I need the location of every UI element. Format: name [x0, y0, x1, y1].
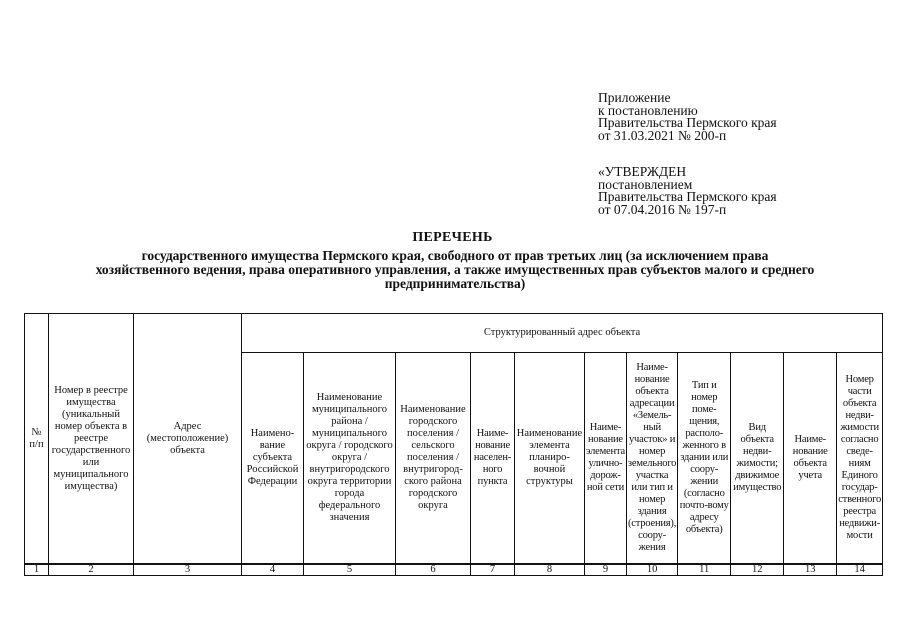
header-cell-col14: Номер части объекта недви-жимости согласно сведе-ниям Единого государ-ственного реестра недвижи-мости: [837, 353, 883, 565]
header-cell-col7: Наиме-нование населен-ного пункта: [471, 353, 515, 565]
appendix-line: Правительства Пермского края: [598, 115, 777, 130]
header-cell-col4: Наимено-вание субъекта Российской Федерации: [242, 353, 304, 565]
approval-line: Правительства Пермского края: [598, 189, 777, 204]
column-number: 7: [471, 564, 515, 576]
header-cell-col1: № п/п: [25, 314, 49, 565]
column-number: 4: [242, 564, 304, 576]
column-number: 9: [585, 564, 627, 576]
header-cell-col2: Номер в реестре имущества (уникальный номер объекта в реестре государственного или муниципального имущества): [49, 314, 134, 565]
header-cell-col10: Наиме-нование объекта адресации «Земель-ный участок» и номер земельного участка или тип и номер здания (строения), соору-жения: [626, 353, 677, 565]
header-cell-col11: Тип и номер поме-щения, располо-женного в здании или соору-жении (согласно почто-вому адресу объекта): [678, 353, 731, 565]
appendix-line: от 31.03.2021 № 200-п: [598, 127, 727, 143]
column-number: 5: [304, 564, 396, 576]
column-number: 11: [678, 564, 731, 576]
appendix-line: Приложение: [598, 90, 671, 105]
header-cell-col9: Наиме-нование элемента улично-дорож-ной сети: [585, 353, 627, 565]
column-number: 10: [626, 564, 677, 576]
header-group-address: Структурированный адрес объекта: [242, 314, 883, 353]
column-number: 1: [25, 564, 49, 576]
header-cell-col6: Наименование городского поселения / сельского поселения / внутригород-ского района городского округа: [396, 353, 471, 565]
approval-line: от 07.04.2016 № 197-п: [598, 201, 727, 217]
header-cell-col3: Адрес (местоположение) объекта: [134, 314, 242, 565]
column-number: 3: [134, 564, 242, 576]
header-cell-col12: Вид объекта недви-жимости; движимое имущество: [731, 353, 784, 565]
column-number: 14: [837, 564, 883, 576]
approval-line: постановлением: [598, 176, 693, 192]
column-number: 8: [515, 564, 585, 576]
column-number: 6: [396, 564, 471, 576]
header-cell-col13: Наиме-нование объекта учета: [784, 353, 837, 565]
column-number: 12: [731, 564, 784, 576]
approval-line: «УТВЕРЖДЕН: [598, 164, 687, 179]
document-title: ПЕРЕЧЕНЬ: [412, 230, 493, 245]
document-subtitle: государственного имущества Пермского края, свободного от прав третьих лиц (за исключением права хозяйственного ведения, права оперативного управления, а также имущественных прав субъектов малого и среднего предпринимательства): [95, 248, 815, 291]
column-number: 2: [49, 564, 134, 576]
header-cell-col5: Наименование муниципального района / муниципального округа / городского округа / внутригородского округа территории города федерального значения: [304, 353, 396, 565]
appendix-block: [598, 92, 777, 142]
header-cell-col8: Наименование элемента планиро-вочной структуры: [515, 353, 585, 565]
appendix-line: к постановлению: [598, 102, 698, 118]
approval-block: [598, 166, 777, 216]
property-list-table: [24, 313, 883, 576]
column-number: 13: [784, 564, 837, 576]
